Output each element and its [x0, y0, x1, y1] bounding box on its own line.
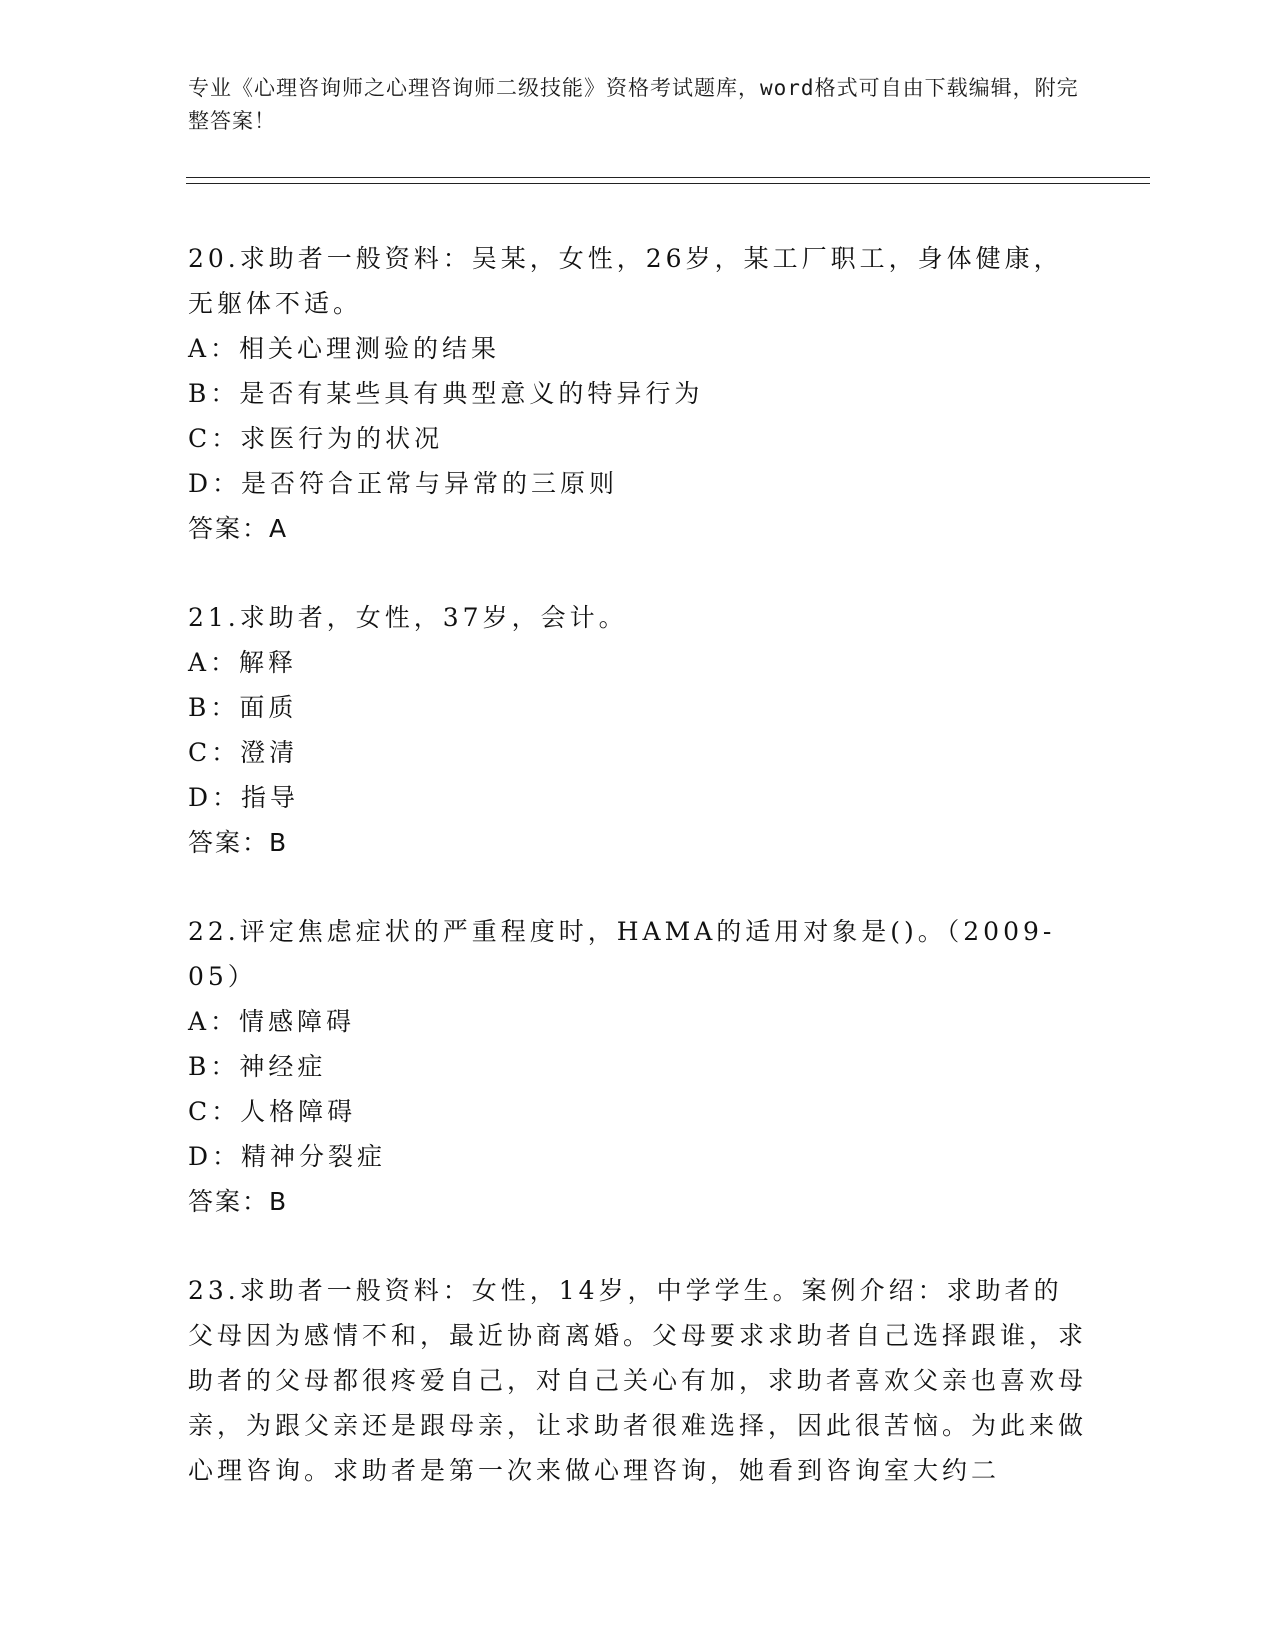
question-text: 21.求助者，女性，37岁，会计。	[188, 603, 628, 632]
answer-line: 答案：A	[188, 514, 289, 543]
document-header: 专业《心理咨询师之心理咨询师二级技能》资格考试题库，word格式可自由下载编辑，附完整答案！	[188, 76, 1079, 133]
option-c: C：人格障碍	[188, 1097, 357, 1126]
question-text: 20.求助者一般资料：吴某，女性，26岁，某工厂职工，身体健康，无躯体不适。	[188, 244, 1063, 318]
question-text: 23.求助者一般资料：女性，14岁，中学学生。案例介绍：求助者的父母因为感情不和，最近协商离婚。父母要求求助者自己选择跟谁，求助者的父母都很疼爱自己，对自己关心有加，求助者喜欢父亲也喜欢母亲，为跟父亲还是跟母亲，让求助者很难选择，因此很苦恼。为此来做心理咨询。求助者是第一次来做心理咨询，她看到咨询室大约二	[188, 1276, 1088, 1485]
option-d: D：精神分裂症	[188, 1142, 387, 1171]
question-21	[188, 595, 1088, 865]
question-text: 22.评定焦虑症状的严重程度时，HAMA的适用对象是()。（2009-05）	[188, 917, 1056, 991]
option-a: A：解释	[188, 648, 298, 677]
header-divider-bottom	[186, 183, 1150, 184]
header-divider-top	[186, 177, 1150, 178]
option-b: B：面质	[188, 693, 298, 722]
option-c: C：澄清	[188, 738, 299, 767]
option-c: C：求医行为的状况	[188, 424, 444, 453]
option-d: D：指导	[188, 783, 300, 812]
answer-line: 答案：B	[188, 828, 289, 857]
option-a: A：相关心理测验的结果	[188, 334, 501, 363]
option-d: D：是否符合正常与异常的三原则	[188, 469, 619, 498]
question-20	[188, 236, 1088, 551]
answer-line: 答案：B	[188, 1187, 289, 1216]
option-b: B：神经症	[188, 1052, 327, 1081]
question-list	[188, 236, 1088, 1537]
question-23	[188, 1268, 1088, 1493]
option-b: B：是否有某些具有典型意义的特异行为	[188, 379, 704, 408]
question-22	[188, 909, 1088, 1224]
option-a: A：情感障碍	[188, 1007, 356, 1036]
